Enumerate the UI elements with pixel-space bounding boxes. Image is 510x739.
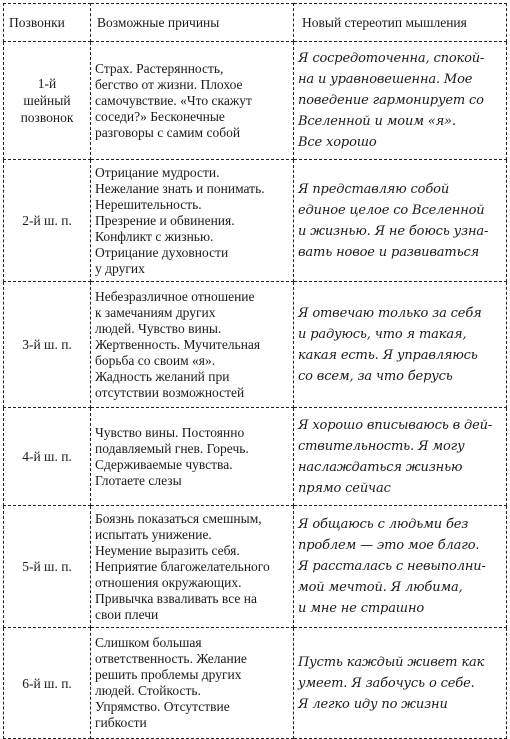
thought-line: Я хорошо вписываюсь в дей- xyxy=(298,417,493,433)
vertebrae-table xyxy=(3,3,507,739)
cause-line: у других xyxy=(95,260,145,276)
thought-line: Я легко иду по жизни xyxy=(298,696,448,712)
cause-line: Привычка взваливать все на xyxy=(95,590,257,606)
causes-cell xyxy=(91,160,294,282)
cause-line: Жертвенность. Мучительная xyxy=(95,336,261,352)
thought-line: и мне не страшно xyxy=(298,601,425,616)
cause-line: Нежелание знать и понимать. xyxy=(95,180,265,196)
cause-line: Конфликт с жизнью. xyxy=(95,228,214,244)
cause-line: подавляемый гнев. Горечь. xyxy=(95,440,249,456)
thought-line: поведение гармонирует со xyxy=(298,93,484,108)
thought-line: и радуюсь, что я такая, xyxy=(298,326,467,342)
table-row xyxy=(4,282,507,408)
vertebra-line: 5-й ш. п. xyxy=(22,559,72,574)
thought-line: Я отвечаю только за себя xyxy=(298,305,482,321)
thought-line: прямо сейчас xyxy=(298,480,391,496)
causes-cell xyxy=(91,506,294,628)
thought-line: вать новое и развиваться xyxy=(298,244,480,260)
causes-cell xyxy=(91,42,294,160)
thought-cell xyxy=(294,160,507,282)
cause-line: отсутствии возможностей xyxy=(95,384,245,400)
cause-line: испытать унижение. xyxy=(95,526,212,542)
thought-line: единое целое со Вселенной xyxy=(298,202,485,218)
cause-line: Отрицание духовности xyxy=(95,244,229,260)
header-causes: Возможные причины xyxy=(91,4,294,42)
thought-cell xyxy=(294,282,507,408)
table-body xyxy=(4,42,507,739)
vertebra-line: позвонок xyxy=(20,110,74,125)
thought-line: какая есть. Я управляюсь xyxy=(298,347,478,363)
cause-line: Жадность желаний при xyxy=(95,368,230,384)
header-new-thought: Новый стереотип мышления xyxy=(294,4,507,42)
vertebra-cell xyxy=(4,506,91,628)
cause-line: Презрение и обвинения. xyxy=(95,212,235,228)
cause-line: соседи?» Бесконечные xyxy=(95,108,225,124)
header-row xyxy=(4,4,507,42)
thought-line: Я общаюсь с людьми без xyxy=(298,517,469,532)
cause-line: Небезразличное отношение xyxy=(95,288,255,304)
thought-line: умеет. Я забочусь о себе. xyxy=(298,675,475,691)
thought-line: Я представляю собой xyxy=(298,181,450,197)
vertebra-line: 2-й ш. п. xyxy=(22,213,72,228)
thought-line: наслаждаться жизнью xyxy=(298,459,463,475)
table-header xyxy=(4,4,507,42)
vertebra-cell xyxy=(4,282,91,408)
cause-line: Отрицание мудрости. xyxy=(95,164,220,180)
thought-cell xyxy=(294,408,507,506)
cause-line: Неумение выразить себя. xyxy=(95,542,240,558)
thought-line: со всем, за что берусь xyxy=(298,368,453,384)
vertebra-line: шейный xyxy=(23,93,71,108)
table-row xyxy=(4,506,507,628)
thought-line: на и уравновешенна. Мое xyxy=(298,72,473,87)
vertebra-cell xyxy=(4,628,91,739)
vertebra-cell xyxy=(4,160,91,282)
thought-line: и жизнью. Я не боюсь узна- xyxy=(298,223,489,239)
cause-line: бегство от жизни. Плохое xyxy=(95,76,243,92)
table-row xyxy=(4,42,507,160)
vertebra-line: 1-й xyxy=(37,76,57,91)
cause-line: людей. Стойкость. xyxy=(95,683,201,698)
cause-line: разговоры с самим собой xyxy=(95,124,241,140)
cause-line: борьба со своим «я». xyxy=(95,352,216,368)
cause-line: решить проблемы других xyxy=(95,667,242,682)
cause-line: гибкости xyxy=(95,715,147,730)
thought-line: ствительность. Я могу xyxy=(298,438,465,454)
cause-line: ответственность. Желание xyxy=(95,651,247,666)
vertebra-cell xyxy=(4,408,91,506)
cause-line: Страх. Растерянность, xyxy=(95,60,224,76)
header-vertebrae: Позвонки xyxy=(4,4,91,42)
thought-line: Все хорошо xyxy=(298,135,377,150)
cause-line: Упрямство. Отсутствие xyxy=(95,699,230,714)
thought-line: проблем — это мое благо. xyxy=(298,538,480,553)
causes-cell xyxy=(91,408,294,506)
cause-line: Глотаете слезы xyxy=(95,472,182,488)
causes-cell xyxy=(91,628,294,739)
cause-line: отношения окружающих. xyxy=(95,574,242,590)
cause-line: самочувствие. «Что скажут xyxy=(95,92,252,108)
cause-line: к замечаниям других xyxy=(95,304,216,320)
table-row xyxy=(4,628,507,739)
cause-line: Сдерживаемые чувства. xyxy=(95,456,233,472)
cause-line: Боязнь показаться смешным, xyxy=(95,510,262,526)
thought-line: Я рассталась с невыполни- xyxy=(298,559,486,574)
thought-line: Я сосредоточенна, спокой- xyxy=(298,51,485,66)
cause-line: свои плечи xyxy=(95,606,159,622)
causes-cell xyxy=(91,282,294,408)
thought-cell xyxy=(294,628,507,739)
table-row xyxy=(4,408,507,506)
table-row xyxy=(4,160,507,282)
thought-line: мой мечтой. Я любима, xyxy=(298,580,463,595)
cause-line: Нерешительность. xyxy=(95,196,202,212)
vertebra-line: 4-й ш. п. xyxy=(22,449,72,464)
cause-line: Чувство вины. Постоянно xyxy=(95,424,245,440)
vertebra-cell xyxy=(4,42,91,160)
thought-line: Вселенной и моим «я». xyxy=(298,114,456,129)
thought-cell xyxy=(294,42,507,160)
thought-cell xyxy=(294,506,507,628)
thought-line: Пусть каждый живет как xyxy=(298,654,485,670)
vertebra-line: 6-й ш. п. xyxy=(22,675,72,691)
cause-line: Неприятие благожелательного xyxy=(95,558,270,574)
cause-line: людей. Чувство вины. xyxy=(95,320,222,336)
vertebra-line: 3-й ш. п. xyxy=(22,337,72,352)
cause-line: Слишком большая xyxy=(95,635,202,650)
